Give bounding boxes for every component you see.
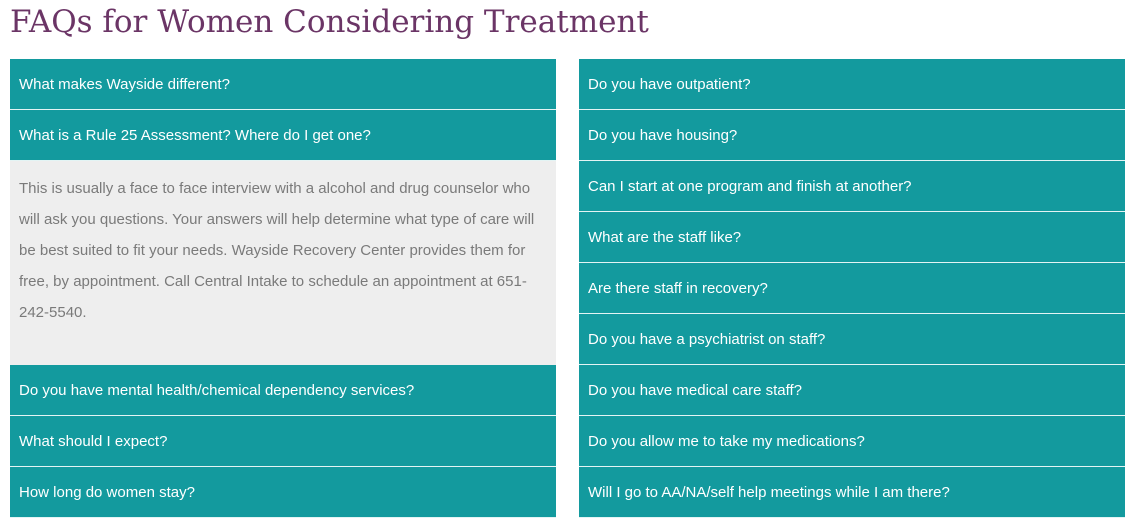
faq-column-left [10, 59, 556, 518]
faq-question-psychiatrist[interactable]: Do you have a psychiatrist on staff? [579, 314, 1125, 365]
faq-question-rule-25-assessment[interactable]: What is a Rule 25 Assessment? Where do I get one? [10, 110, 556, 161]
faq-question-housing[interactable]: Do you have housing? [579, 110, 1125, 161]
faq-question-staff-like[interactable]: What are the staff like? [579, 212, 1125, 263]
faq-question-self-help-meetings[interactable]: Will I go to AA/NA/self help meetings while I am there? [579, 467, 1125, 518]
faq-question-length-of-stay[interactable]: How long do women stay? [10, 467, 556, 518]
faq-question-mental-health-services[interactable]: Do you have mental health/chemical dependency services? [10, 365, 556, 416]
faq-question-medications[interactable]: Do you allow me to take my medications? [579, 416, 1125, 467]
faq-question-staff-in-recovery[interactable]: Are there staff in recovery? [579, 263, 1125, 314]
faq-question-outpatient[interactable]: Do you have outpatient? [579, 59, 1125, 110]
faq-question-medical-staff[interactable]: Do you have medical care staff? [579, 365, 1125, 416]
faq-column-right [579, 59, 1125, 518]
faq-question-what-to-expect[interactable]: What should I expect? [10, 416, 556, 467]
page-title: FAQs for Women Considering Treatment [10, 4, 649, 40]
faq-question-wayside-different[interactable]: What makes Wayside different? [10, 59, 556, 110]
faq-question-start-finish-program[interactable]: Can I start at one program and finish at another? [579, 161, 1125, 212]
faq-answer-rule-25-assessment: This is usually a face to face interview with a alcohol and drug counselor who will ask you questions. Your answers will help determine what type of care will be best suited to fit your needs. Wayside Recovery Center provides them for free, by appointment. Call Central Intake to schedule an appointment at 651-242-5540. [10, 161, 556, 365]
